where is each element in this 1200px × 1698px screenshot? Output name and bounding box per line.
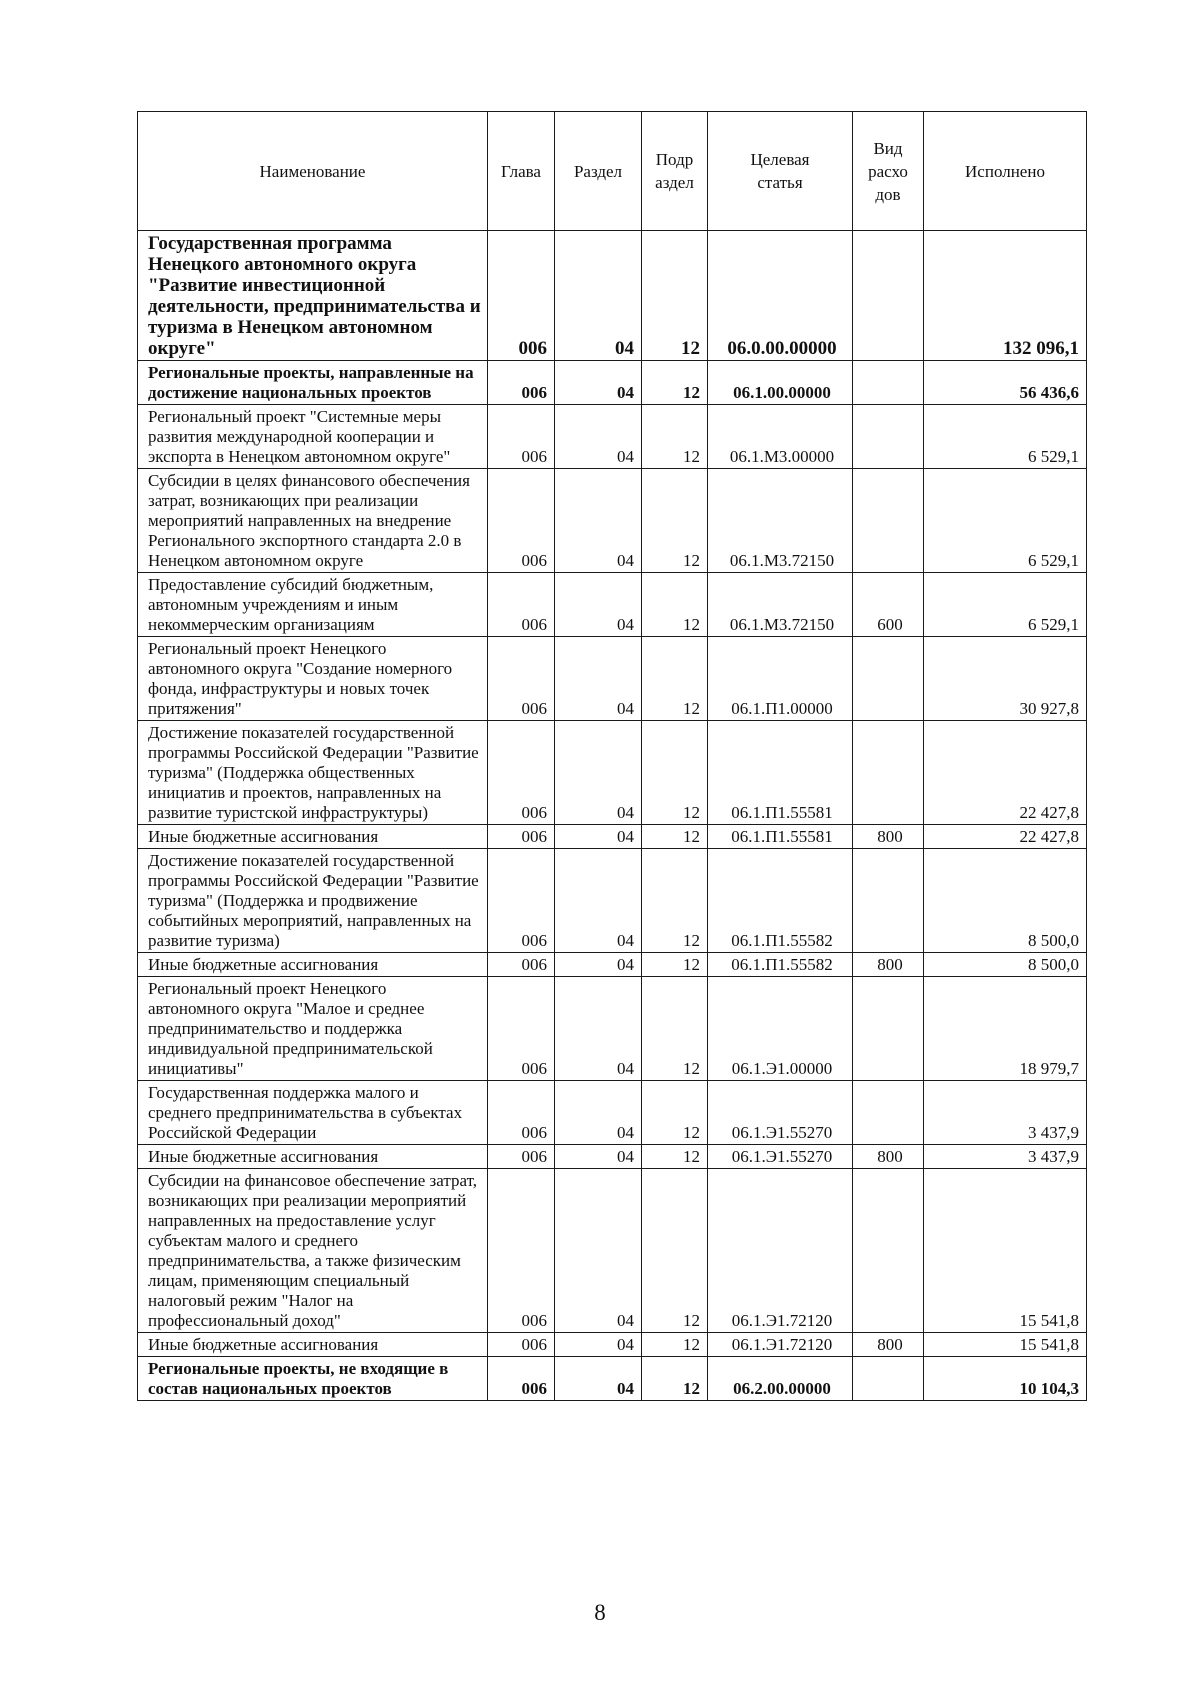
table-row [138, 361, 1087, 405]
row-name: Государственная поддержка малого и среднего предпринимательства в субъектах Российской Федерации [138, 1081, 488, 1145]
table-row [138, 231, 1087, 361]
row-expense-type [853, 469, 924, 573]
row-executed: 10 104,3 [924, 1357, 1087, 1401]
row-chapter: 006 [488, 573, 555, 637]
row-section: 04 [555, 721, 642, 825]
row-section: 04 [555, 405, 642, 469]
row-name: Региональный проект "Системные меры развития международной кооперации и экспорта в Ненецком автономном округе" [138, 405, 488, 469]
row-expense-type: 800 [853, 825, 924, 849]
table-row [138, 849, 1087, 953]
row-executed: 8 500,0 [924, 953, 1087, 977]
row-subsection: 12 [642, 825, 708, 849]
row-executed: 132 096,1 [924, 231, 1087, 361]
row-name: Иные бюджетные ассигнования [138, 825, 488, 849]
row-chapter: 006 [488, 721, 555, 825]
row-target: 06.1.П1.55581 [708, 721, 853, 825]
row-section: 04 [555, 825, 642, 849]
page-number: 8 [594, 1600, 606, 1625]
table-body [138, 231, 1087, 1401]
row-chapter: 006 [488, 1081, 555, 1145]
row-section: 04 [555, 1169, 642, 1333]
row-target: 06.1.П1.55582 [708, 849, 853, 953]
row-expense-type [853, 1357, 924, 1401]
header-target: Целевая статья [708, 112, 853, 231]
row-subsection: 12 [642, 1333, 708, 1357]
row-name: Предоставление субсидий бюджетным, автономным учреждениям и иным некоммерческим организациям [138, 573, 488, 637]
row-name: Иные бюджетные ассигнования [138, 1333, 488, 1357]
row-target: 06.1.Э1.55270 [708, 1145, 853, 1169]
row-target: 06.1.М3.72150 [708, 573, 853, 637]
row-executed: 6 529,1 [924, 405, 1087, 469]
row-chapter: 006 [488, 405, 555, 469]
header-name: Наименование [138, 112, 488, 231]
row-executed: 15 541,8 [924, 1333, 1087, 1357]
table-header-row [138, 112, 1087, 231]
row-target: 06.1.М3.00000 [708, 405, 853, 469]
row-executed: 22 427,8 [924, 825, 1087, 849]
row-chapter: 006 [488, 953, 555, 977]
table-row [138, 977, 1087, 1081]
row-subsection: 12 [642, 231, 708, 361]
row-subsection: 12 [642, 721, 708, 825]
header-chapter: Глава [488, 112, 555, 231]
row-executed: 30 927,8 [924, 637, 1087, 721]
row-expense-type [853, 849, 924, 953]
row-executed: 22 427,8 [924, 721, 1087, 825]
row-subsection: 12 [642, 1357, 708, 1401]
row-subsection: 12 [642, 469, 708, 573]
row-subsection: 12 [642, 849, 708, 953]
row-target: 06.1.М3.72150 [708, 469, 853, 573]
row-chapter: 006 [488, 1333, 555, 1357]
table-row [138, 953, 1087, 977]
row-target: 06.2.00.00000 [708, 1357, 853, 1401]
row-subsection: 12 [642, 573, 708, 637]
row-name: Иные бюджетные ассигнования [138, 953, 488, 977]
row-expense-type: 800 [853, 1333, 924, 1357]
row-executed: 15 541,8 [924, 1169, 1087, 1333]
table-row [138, 1333, 1087, 1357]
row-name: Государственная программа Ненецкого автономного округа "Развитие инвестиционной деятельности, предпринимательства и туризма в Ненецком автономном округе" [138, 231, 488, 361]
row-target: 06.1.Э1.72120 [708, 1333, 853, 1357]
row-name: Достижение показателей государственной программы Российской Федерации "Развитие туризма" (Поддержка общественных инициатив и проектов, направленных на развитие туристской инфраструктуры) [138, 721, 488, 825]
table-row [138, 1145, 1087, 1169]
table-row [138, 469, 1087, 573]
table-row [138, 405, 1087, 469]
row-chapter: 006 [488, 1169, 555, 1333]
row-subsection: 12 [642, 1145, 708, 1169]
row-expense-type [853, 405, 924, 469]
row-name: Региональные проекты, не входящие в состав национальных проектов [138, 1357, 488, 1401]
row-subsection: 12 [642, 637, 708, 721]
row-name: Иные бюджетные ассигнования [138, 1145, 488, 1169]
row-name: Субсидии в целях финансового обеспечения затрат, возникающих при реализации мероприятий направленных на внедрение Регионального экспортного стандарта 2.0 в Ненецком автономном округе [138, 469, 488, 573]
row-chapter: 006 [488, 637, 555, 721]
row-target: 06.1.00.00000 [708, 361, 853, 405]
row-section: 04 [555, 361, 642, 405]
row-expense-type [853, 231, 924, 361]
row-target: 06.1.Э1.00000 [708, 977, 853, 1081]
row-section: 04 [555, 637, 642, 721]
row-executed: 18 979,7 [924, 977, 1087, 1081]
row-expense-type: 800 [853, 953, 924, 977]
row-chapter: 006 [488, 231, 555, 361]
header-section: Раздел [555, 112, 642, 231]
row-chapter: 006 [488, 361, 555, 405]
row-chapter: 006 [488, 977, 555, 1081]
row-section: 04 [555, 231, 642, 361]
row-chapter: 006 [488, 1145, 555, 1169]
row-expense-type [853, 361, 924, 405]
row-chapter: 006 [488, 825, 555, 849]
table-row [138, 1357, 1087, 1401]
row-executed: 3 437,9 [924, 1145, 1087, 1169]
table-row [138, 1169, 1087, 1333]
row-target: 06.1.П1.55581 [708, 825, 853, 849]
header-expense-type: Вид расхо дов [853, 112, 924, 231]
table-row [138, 637, 1087, 721]
budget-table [137, 111, 1087, 1401]
table-row [138, 721, 1087, 825]
table-row [138, 573, 1087, 637]
row-target: 06.1.П1.55582 [708, 953, 853, 977]
row-chapter: 006 [488, 469, 555, 573]
row-name: Региональный проект Ненецкого автономного округа "Создание номерного фонда, инфраструктуры и новых точек притяжения" [138, 637, 488, 721]
row-chapter: 006 [488, 849, 555, 953]
row-subsection: 12 [642, 1169, 708, 1333]
header-executed: Исполнено [924, 112, 1087, 231]
row-section: 04 [555, 573, 642, 637]
row-subsection: 12 [642, 953, 708, 977]
row-expense-type [853, 637, 924, 721]
row-expense-type: 800 [853, 1145, 924, 1169]
row-name: Региональные проекты, направленные на достижение национальных проектов [138, 361, 488, 405]
row-executed: 6 529,1 [924, 469, 1087, 573]
row-subsection: 12 [642, 977, 708, 1081]
row-chapter: 006 [488, 1357, 555, 1401]
row-executed: 56 436,6 [924, 361, 1087, 405]
row-section: 04 [555, 469, 642, 573]
row-section: 04 [555, 849, 642, 953]
row-executed: 3 437,9 [924, 1081, 1087, 1145]
row-expense-type [853, 977, 924, 1081]
row-subsection: 12 [642, 405, 708, 469]
row-name: Достижение показателей государственной программы Российской Федерации "Развитие туризма" (Поддержка и продвижение событийных мероприятий, направленных на развитие туризма) [138, 849, 488, 953]
table-row [138, 1081, 1087, 1145]
row-expense-type [853, 1169, 924, 1333]
row-subsection: 12 [642, 1081, 708, 1145]
row-name: Региональный проект Ненецкого автономного округа "Малое и среднее предпринимательство и поддержка индивидуальной предпринимательской инициативы" [138, 977, 488, 1081]
row-expense-type [853, 721, 924, 825]
row-section: 04 [555, 1081, 642, 1145]
row-section: 04 [555, 1145, 642, 1169]
row-target: 06.1.П1.00000 [708, 637, 853, 721]
row-section: 04 [555, 1357, 642, 1401]
row-target: 06.0.00.00000 [708, 231, 853, 361]
row-expense-type: 600 [853, 573, 924, 637]
row-section: 04 [555, 1333, 642, 1357]
row-expense-type [853, 1081, 924, 1145]
row-subsection: 12 [642, 361, 708, 405]
row-target: 06.1.Э1.72120 [708, 1169, 853, 1333]
row-section: 04 [555, 977, 642, 1081]
header-subsection: Подр аздел [642, 112, 708, 231]
row-target: 06.1.Э1.55270 [708, 1081, 853, 1145]
row-executed: 6 529,1 [924, 573, 1087, 637]
row-section: 04 [555, 953, 642, 977]
row-name: Субсидии на финансовое обеспечение затрат, возникающих при реализации мероприятий направленных на предоставление услуг субъектам малого и среднего предпринимательства, а также физическим лицам, применяющим специальный налоговый режим "Налог на профессиональный доход" [138, 1169, 488, 1333]
table-row [138, 825, 1087, 849]
row-executed: 8 500,0 [924, 849, 1087, 953]
